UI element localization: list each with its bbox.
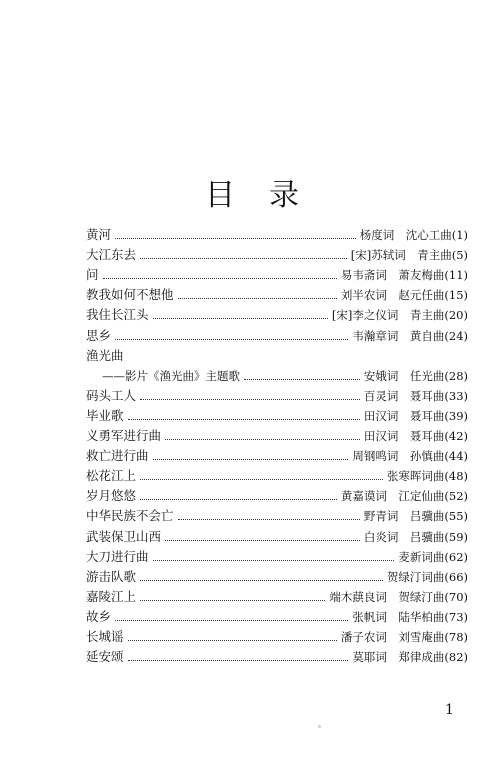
toc-entry-title: 黄河 (86, 227, 112, 243)
toc-entry-title: 岁月悠悠 (86, 488, 137, 504)
toc-entry-title: 义勇军进行曲 (86, 428, 162, 444)
dot-leader (140, 597, 325, 601)
toc-entry[interactable] (86, 564, 468, 584)
dot-leader (115, 235, 356, 239)
toc-entry[interactable] (86, 423, 468, 443)
toc-entry[interactable] (86, 383, 468, 403)
dot-leader (244, 376, 360, 380)
toc-entry-credits: 杨度词 沈心工曲(1) (359, 228, 468, 243)
dot-leader (115, 336, 348, 340)
toc-entry-credits: 张寒晖词曲(48) (386, 469, 468, 484)
toc-entry-credits: 安娥词 任光曲(28) (363, 368, 468, 383)
toc-entry-credits: 百灵词 聂耳曲(33) (363, 388, 468, 403)
toc-entry[interactable] (86, 463, 468, 483)
toc-entry-title: 教我如何不想他 (86, 287, 174, 303)
toc-entry-title: 我住长江头 (86, 307, 149, 323)
toc-entry-credits: [宋]李之仪词 青主曲(20) (331, 308, 468, 323)
toc-entry-title: 码头工人 (86, 387, 137, 403)
dot-leader (140, 577, 383, 581)
dot-leader (153, 315, 328, 319)
toc-entry-credits: 黄嘉谟词 江定仙曲(52) (340, 489, 468, 504)
dot-leader (178, 516, 360, 520)
toc-entry-title: 大江东去 (86, 247, 137, 263)
toc-entry-credits: 贺绿汀词曲(66) (386, 569, 468, 584)
toc-entry[interactable] (86, 483, 468, 503)
page-number: 1 (445, 702, 454, 718)
dot-leader (128, 637, 337, 641)
toc-entry-credits: [宋]苏轼词 青主曲(5) (350, 248, 468, 263)
toc-entry-title: 大刀进行曲 (86, 548, 149, 564)
dot-leader (140, 496, 337, 500)
toc-entry[interactable] (86, 262, 468, 282)
toc-entry[interactable] (86, 222, 468, 242)
dot-leader (178, 295, 337, 299)
toc-entry-credits: 周钢鸣词 孙慎曲(44) (352, 449, 468, 464)
toc-entry[interactable] (86, 604, 468, 624)
toc-entry-credits: 莫耶词 郑律成曲(82) (352, 650, 468, 665)
toc-entry-title: 武装保卫山西 (86, 528, 162, 544)
toc-entry-title: 救亡进行曲 (86, 448, 149, 464)
toc-entry[interactable] (86, 363, 468, 383)
toc-entry[interactable] (86, 302, 468, 322)
toc-entry[interactable] (86, 624, 468, 644)
toc-entry[interactable] (86, 503, 468, 523)
toc-entry-title: 故乡 (86, 608, 112, 624)
toc-entry[interactable] (86, 282, 468, 302)
toc-entry-title: 渔光曲 (86, 347, 124, 363)
dot-leader (153, 557, 395, 561)
dot-leader (128, 416, 360, 420)
toc-entry-credits: 易韦斋词 萧友梅曲(11) (340, 268, 468, 283)
table-of-contents (86, 222, 468, 664)
toc-entry-credits: 田汉词 聂耳曲(42) (363, 429, 468, 444)
toc-entry-credits: 韦瀚章词 黄自曲(24) (352, 328, 468, 343)
toc-entry[interactable] (86, 544, 468, 564)
toc-entry-credits: 张帆词 陆华柏曲(73) (352, 609, 468, 624)
dot-leader (140, 396, 360, 400)
toc-entry[interactable] (86, 403, 468, 423)
toc-entry-credits: 刘半农词 赵元任曲(15) (340, 288, 468, 303)
toc-entry-title: 嘉陵江上 (86, 588, 137, 604)
dot-leader (140, 255, 347, 259)
toc-entry-title: 问 (86, 267, 99, 283)
dot-leader (153, 456, 349, 460)
toc-entry-title: 思乡 (86, 327, 112, 343)
toc-entry-credits: 白炎词 吕骥曲(59) (363, 529, 468, 544)
toc-entry-title: 延安颂 (86, 649, 124, 665)
toc-entry-credits: 潘子农词 刘雪庵曲(78) (340, 629, 468, 644)
toc-entry[interactable] (86, 343, 468, 363)
toc-entry[interactable] (86, 322, 468, 342)
toc-entry-credits: 野青词 吕骥曲(55) (363, 509, 468, 524)
dot-leader (165, 436, 360, 440)
dot-leader (165, 537, 360, 541)
dot-leader (103, 275, 337, 279)
toc-entry-credits: 端木蕻良词 贺绿汀曲(70) (329, 589, 468, 604)
toc-entry-title: 松花江上 (86, 468, 137, 484)
toc-entry-title: 游击队歌 (86, 568, 137, 584)
toc-entry[interactable] (86, 584, 468, 604)
toc-entry-title: 毕业歌 (86, 407, 124, 423)
dot-leader (140, 476, 383, 480)
print-speck (318, 725, 321, 728)
toc-entry-title: 长城谣 (86, 628, 124, 644)
dot-leader (115, 617, 348, 621)
toc-entry-credits: 田汉词 聂耳曲(39) (363, 408, 468, 423)
toc-entry[interactable] (86, 644, 468, 664)
toc-entry[interactable] (86, 443, 468, 463)
toc-entry[interactable] (86, 242, 468, 262)
dot-leader (128, 657, 349, 661)
toc-entry[interactable] (86, 523, 468, 543)
toc-entry-title: ——影片《渔光曲》主题歌 (102, 368, 240, 383)
toc-entry-credits: 麦新词曲(62) (398, 549, 468, 564)
toc-entry-title: 中华民族不会亡 (86, 508, 174, 524)
page-title: 目录 (205, 178, 333, 213)
